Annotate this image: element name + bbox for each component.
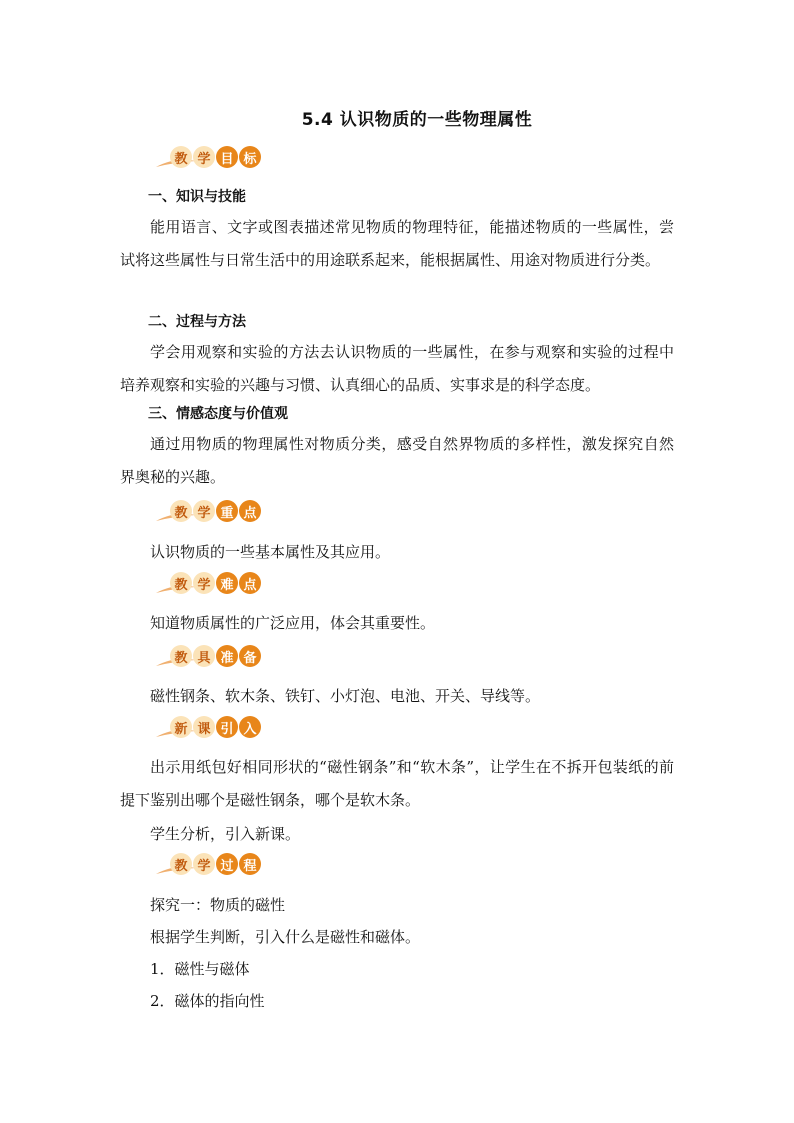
process-line-2: 根据学生判断，引入什么是磁性和磁体。 [150, 928, 421, 946]
intro-paragraph: 出示用纸包好相同形状的“磁性钢条”和“软木条”，让学生在不拆开包装纸的前提下鉴别出哪个是磁性钢条，哪个是软木条。 [120, 758, 674, 809]
badge-char: 具 [193, 645, 215, 667]
paragraph-knowledge-skills: 能用语言、文字或图表描述常见物质的物理特征，能描述物质的一些属性，尝试将这些属性与日常生活中的用途联系起来，能根据属性、用途对物质进行分类。 [120, 218, 674, 269]
badge-char: 新 [170, 716, 192, 738]
section-badge-materials [156, 645, 260, 671]
badge-char: 教 [170, 645, 192, 667]
section-badge-teaching-goals [156, 146, 260, 172]
process-line-4: 2．磁体的指向性 [150, 992, 265, 1010]
badge-char: 学 [193, 572, 215, 594]
badge-char: 准 [216, 645, 238, 667]
badge-char: 点 [239, 500, 261, 522]
badge-char: 重 [216, 500, 238, 522]
badge-char: 难 [216, 572, 238, 594]
badge-char: 课 [193, 716, 215, 738]
badge-char: 入 [239, 716, 261, 738]
badge-char: 教 [170, 500, 192, 522]
badge-char: 学 [193, 853, 215, 875]
heading-process-method: 二、过程与方法 [148, 314, 246, 330]
difficulty-text: 知道物质属性的广泛应用，体会其重要性。 [150, 614, 436, 632]
paragraph-attitude-values: 通过用物质的物理属性对物质分类，感受自然界物质的多样性，激发探究自然界奥秘的兴趣。 [120, 435, 674, 486]
badge-char: 教 [170, 146, 192, 168]
page-title: 5.4 认识物质的一些物理属性 [301, 110, 533, 130]
materials-text: 磁性钢条、软木条、铁钉、小灯泡、电池、开关、导线等。 [150, 687, 541, 705]
badge-char: 学 [193, 146, 215, 168]
paragraph-process-method: 学会用观察和实验的方法去认识物质的一些属性，在参与观察和实验的过程中培养观察和实验的兴趣与习惯、认真细心的品质、实事求是的科学态度。 [120, 343, 674, 394]
badge-char: 程 [239, 853, 261, 875]
section-badge-intro [156, 716, 260, 742]
badge-char: 过 [216, 853, 238, 875]
badge-char: 引 [216, 716, 238, 738]
key-point-text: 认识物质的一些基本属性及其应用。 [150, 543, 391, 561]
badge-char: 目 [216, 146, 238, 168]
intro-conclusion: 学生分析，引入新课。 [150, 825, 301, 843]
section-badge-key-point [156, 500, 260, 526]
badge-char: 教 [170, 853, 192, 875]
badge-char: 备 [239, 645, 261, 667]
section-badge-difficulty [156, 572, 260, 598]
heading-knowledge-skills: 一、知识与技能 [148, 189, 246, 205]
badge-char: 点 [239, 572, 261, 594]
badge-char: 标 [239, 146, 261, 168]
process-line-3: 1．磁性与磁体 [150, 960, 250, 978]
badge-char: 学 [193, 500, 215, 522]
heading-attitude-values: 三、情感态度与价值观 [148, 406, 288, 422]
process-line-1: 探究一：物质的磁性 [150, 896, 286, 914]
section-badge-process [156, 853, 260, 879]
badge-char: 教 [170, 572, 192, 594]
